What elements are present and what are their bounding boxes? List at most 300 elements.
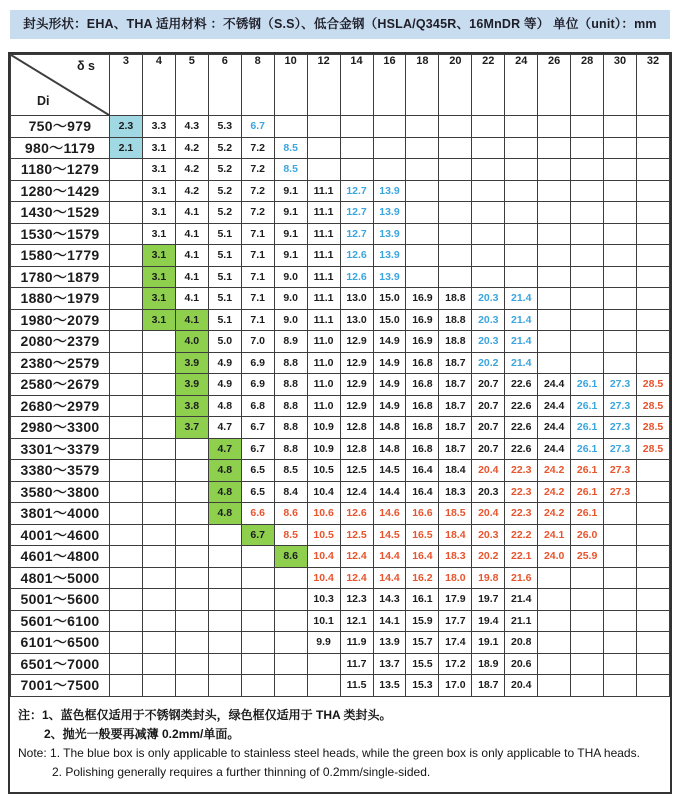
value-cell [142, 653, 175, 675]
value-cell [439, 245, 472, 267]
value-cell: 13.0 [340, 309, 373, 331]
value-cell [406, 159, 439, 181]
value-cell: 15.0 [373, 288, 406, 310]
value-cell [505, 116, 538, 138]
value-cell: 4.9 [208, 374, 241, 396]
value-cell: 12.9 [340, 331, 373, 353]
value-cell [406, 180, 439, 202]
value-cell [571, 159, 604, 181]
value-cell: 12.3 [340, 589, 373, 611]
value-cell [110, 331, 143, 353]
value-cell: 27.3 [604, 481, 637, 503]
value-cell: 19.1 [472, 632, 505, 654]
value-cell: 21.1 [505, 610, 538, 632]
value-cell: 5.1 [208, 223, 241, 245]
table-row [11, 546, 670, 568]
value-cell [142, 352, 175, 374]
value-cell: 20.7 [472, 374, 505, 396]
value-cell: 24.4 [538, 374, 571, 396]
value-cell [175, 567, 208, 589]
value-cell [110, 675, 143, 697]
value-cell [637, 546, 670, 568]
value-cell: 8.5 [274, 159, 307, 181]
value-cell: 13.7 [373, 653, 406, 675]
value-cell [142, 610, 175, 632]
value-cell [208, 567, 241, 589]
value-cell [307, 137, 340, 159]
value-cell: 13.5 [373, 675, 406, 697]
value-cell [604, 524, 637, 546]
value-cell [538, 675, 571, 697]
value-cell [175, 589, 208, 611]
value-cell [110, 653, 143, 675]
value-cell: 25.9 [571, 546, 604, 568]
value-cell [110, 589, 143, 611]
table-row [11, 438, 670, 460]
value-cell [110, 546, 143, 568]
value-cell: 4.1 [175, 266, 208, 288]
value-cell [110, 159, 143, 181]
di-range-cell: 3380～3579 [11, 460, 110, 482]
value-cell: 26.1 [571, 395, 604, 417]
value-cell [604, 331, 637, 353]
value-cell: 26.1 [571, 481, 604, 503]
table-row [11, 245, 670, 267]
value-cell [406, 266, 439, 288]
value-cell: 19.8 [472, 567, 505, 589]
value-cell [241, 653, 274, 675]
value-cell [604, 288, 637, 310]
value-cell [604, 653, 637, 675]
value-cell [538, 245, 571, 267]
value-cell [142, 438, 175, 460]
value-cell [637, 202, 670, 224]
value-cell: 16.4 [406, 481, 439, 503]
value-cell [571, 331, 604, 353]
value-cell: 12.8 [340, 438, 373, 460]
di-range-cell: 2980～3300 [11, 417, 110, 439]
value-cell: 12.6 [340, 245, 373, 267]
value-cell: 11.1 [307, 223, 340, 245]
value-cell [571, 116, 604, 138]
value-cell [110, 266, 143, 288]
value-cell: 18.3 [439, 546, 472, 568]
value-cell [274, 567, 307, 589]
value-cell [571, 352, 604, 374]
value-cell [604, 266, 637, 288]
di-range-cell: 2680～2979 [11, 395, 110, 417]
table-row [11, 481, 670, 503]
value-cell: 14.9 [373, 374, 406, 396]
value-cell [538, 288, 571, 310]
note-cn-2: 2、抛光一般要再减薄 0.2mm/单面。 [44, 726, 240, 741]
value-cell: 14.9 [373, 395, 406, 417]
value-cell [175, 438, 208, 460]
value-cell: 27.3 [604, 460, 637, 482]
value-cell [538, 352, 571, 374]
value-cell: 22.6 [505, 395, 538, 417]
note-cn-1: 注：1、蓝色框仅适用于不锈钢类封头，绿色框仅适用于 THA 类封头。 [18, 707, 392, 722]
value-cell [604, 589, 637, 611]
value-cell: 11.1 [307, 180, 340, 202]
value-cell: 18.0 [439, 567, 472, 589]
value-cell [505, 223, 538, 245]
value-cell: 16.8 [406, 352, 439, 374]
value-cell: 11.5 [340, 675, 373, 697]
value-cell: 13.9 [373, 245, 406, 267]
value-cell: 22.2 [505, 524, 538, 546]
value-cell: 24.2 [538, 503, 571, 525]
value-cell [110, 309, 143, 331]
value-cell [637, 116, 670, 138]
value-cell: 9.1 [274, 223, 307, 245]
value-cell: 24.4 [538, 395, 571, 417]
value-cell: 20.4 [505, 675, 538, 697]
value-cell: 20.3 [472, 288, 505, 310]
value-cell [274, 675, 307, 697]
value-cell: 4.1 [175, 309, 208, 331]
value-cell: 28.5 [637, 438, 670, 460]
value-cell [571, 202, 604, 224]
value-cell: 21.4 [505, 288, 538, 310]
value-cell [208, 653, 241, 675]
value-cell: 26.1 [571, 503, 604, 525]
value-cell: 20.3 [472, 481, 505, 503]
value-cell [472, 137, 505, 159]
value-cell [110, 352, 143, 374]
value-cell: 22.6 [505, 374, 538, 396]
value-cell: 4.1 [175, 245, 208, 267]
value-cell: 13.9 [373, 223, 406, 245]
value-cell: 8.9 [274, 331, 307, 353]
value-cell [571, 137, 604, 159]
value-cell [637, 675, 670, 697]
col-header-5: 5 [175, 55, 208, 116]
value-cell [110, 610, 143, 632]
value-cell: 12.1 [340, 610, 373, 632]
value-cell: 20.8 [505, 632, 538, 654]
value-cell [274, 116, 307, 138]
table-row [11, 266, 670, 288]
value-cell: 7.2 [241, 202, 274, 224]
di-range-cell: 1180～1279 [11, 159, 110, 181]
value-cell: 4.1 [175, 202, 208, 224]
value-cell: 17.2 [439, 653, 472, 675]
value-cell: 14.6 [373, 503, 406, 525]
value-cell [274, 632, 307, 654]
value-cell [208, 632, 241, 654]
value-cell: 14.5 [373, 524, 406, 546]
value-cell [208, 675, 241, 697]
col-header-32: 32 [637, 55, 670, 116]
value-cell: 17.7 [439, 610, 472, 632]
value-cell [439, 180, 472, 202]
value-cell [110, 632, 143, 654]
value-cell: 26.1 [571, 417, 604, 439]
value-cell [340, 159, 373, 181]
value-cell: 3.1 [142, 159, 175, 181]
value-cell [538, 159, 571, 181]
value-cell: 18.7 [439, 352, 472, 374]
value-cell [241, 610, 274, 632]
value-cell: 7.2 [241, 137, 274, 159]
value-cell [208, 524, 241, 546]
value-cell [571, 245, 604, 267]
value-cell [307, 675, 340, 697]
value-cell [110, 524, 143, 546]
value-cell [637, 180, 670, 202]
value-cell [472, 180, 505, 202]
value-cell: 9.1 [274, 202, 307, 224]
value-cell: 24.1 [538, 524, 571, 546]
value-cell [604, 546, 637, 568]
value-cell [637, 352, 670, 374]
di-range-cell: 6501～7000 [11, 653, 110, 675]
value-cell [110, 417, 143, 439]
page-title: 封头形状：EHA、THA 适用材料 ：不锈钢（S.S）、低合金钢（HSLA/Q345R、16MnDR 等） 单位（unit）：mm [23, 17, 657, 31]
col-header-30: 30 [604, 55, 637, 116]
value-cell: 6.9 [241, 352, 274, 374]
value-cell: 12.7 [340, 180, 373, 202]
value-cell: 16.1 [406, 589, 439, 611]
value-cell [538, 632, 571, 654]
value-cell: 4.1 [175, 288, 208, 310]
value-cell [142, 331, 175, 353]
value-cell [571, 675, 604, 697]
value-cell [538, 331, 571, 353]
value-cell: 12.9 [340, 374, 373, 396]
value-cell: 20.7 [472, 395, 505, 417]
value-cell: 8.4 [274, 481, 307, 503]
value-cell: 16.8 [406, 374, 439, 396]
value-cell: 16.8 [406, 417, 439, 439]
value-cell [175, 481, 208, 503]
value-cell [142, 503, 175, 525]
table-row [11, 159, 670, 181]
value-cell: 16.8 [406, 395, 439, 417]
value-cell [110, 503, 143, 525]
col-header-6: 6 [208, 55, 241, 116]
value-cell: 26.1 [571, 460, 604, 482]
value-cell: 16.5 [406, 524, 439, 546]
value-cell: 18.8 [439, 309, 472, 331]
value-cell [472, 159, 505, 181]
value-cell [538, 309, 571, 331]
value-cell [604, 137, 637, 159]
value-cell: 18.4 [439, 460, 472, 482]
value-cell: 4.8 [208, 481, 241, 503]
value-cell: 8.8 [274, 438, 307, 460]
value-cell [538, 610, 571, 632]
value-cell: 12.4 [340, 481, 373, 503]
value-cell: 7.0 [241, 331, 274, 353]
spec-table-container [8, 52, 672, 794]
value-cell: 4.2 [175, 180, 208, 202]
di-range-cell: 5601～6100 [11, 610, 110, 632]
value-cell [406, 137, 439, 159]
value-cell [637, 137, 670, 159]
col-header-28: 28 [571, 55, 604, 116]
value-cell: 4.9 [208, 352, 241, 374]
di-range-cell: 1280～1429 [11, 180, 110, 202]
value-cell: 6.7 [241, 116, 274, 138]
value-cell: 28.5 [637, 417, 670, 439]
value-cell: 24.4 [538, 438, 571, 460]
value-cell: 12.9 [340, 352, 373, 374]
value-cell: 14.3 [373, 589, 406, 611]
value-cell: 11.0 [307, 374, 340, 396]
di-range-cell: 7001～7500 [11, 675, 110, 697]
value-cell: 4.2 [175, 137, 208, 159]
di-range-cell: 1780～1879 [11, 266, 110, 288]
value-cell: 2.1 [110, 137, 143, 159]
value-cell: 12.8 [340, 417, 373, 439]
table-row [11, 374, 670, 396]
value-cell [142, 460, 175, 482]
value-cell: 2.3 [110, 116, 143, 138]
value-cell [110, 395, 143, 417]
value-cell: 10.4 [307, 481, 340, 503]
value-cell [175, 503, 208, 525]
value-cell: 18.4 [439, 524, 472, 546]
value-cell [439, 137, 472, 159]
value-cell: 16.9 [406, 331, 439, 353]
value-cell: 28.5 [637, 374, 670, 396]
col-header-4: 4 [142, 55, 175, 116]
value-cell: 22.3 [505, 460, 538, 482]
value-cell [505, 159, 538, 181]
value-cell [505, 180, 538, 202]
value-cell: 20.4 [472, 460, 505, 482]
value-cell: 11.7 [340, 653, 373, 675]
di-range-cell: 3301～3379 [11, 438, 110, 460]
value-cell [110, 202, 143, 224]
value-cell: 21.4 [505, 352, 538, 374]
value-cell [538, 589, 571, 611]
value-cell: 11.1 [307, 288, 340, 310]
header-row [11, 55, 670, 116]
value-cell [340, 137, 373, 159]
value-cell: 11.1 [307, 202, 340, 224]
value-cell [208, 546, 241, 568]
value-cell [307, 116, 340, 138]
value-cell [538, 116, 571, 138]
di-range-cell: 2080～2379 [11, 331, 110, 353]
value-cell: 12.9 [340, 395, 373, 417]
value-cell: 16.9 [406, 288, 439, 310]
value-cell: 10.4 [307, 567, 340, 589]
value-cell [373, 159, 406, 181]
di-range-cell: 4001～4600 [11, 524, 110, 546]
value-cell: 13.9 [373, 266, 406, 288]
value-cell [274, 653, 307, 675]
value-cell: 7.1 [241, 309, 274, 331]
value-cell: 18.7 [439, 374, 472, 396]
value-cell: 5.1 [208, 266, 241, 288]
di-range-cell: 4601～4800 [11, 546, 110, 568]
value-cell [142, 589, 175, 611]
value-cell [637, 309, 670, 331]
value-cell: 27.3 [604, 374, 637, 396]
di-label: Di [37, 94, 50, 108]
value-cell: 22.3 [505, 503, 538, 525]
value-cell [142, 567, 175, 589]
di-range-cell: 6101～6500 [11, 632, 110, 654]
value-cell [406, 116, 439, 138]
value-cell: 14.8 [373, 438, 406, 460]
value-cell [439, 266, 472, 288]
di-range-cell: 2580～2679 [11, 374, 110, 396]
value-cell: 5.1 [208, 288, 241, 310]
value-cell: 14.1 [373, 610, 406, 632]
value-cell: 16.4 [406, 546, 439, 568]
table-row [11, 524, 670, 546]
value-cell [604, 567, 637, 589]
value-cell [439, 223, 472, 245]
value-cell [472, 266, 505, 288]
value-cell [571, 288, 604, 310]
value-cell: 20.3 [472, 524, 505, 546]
value-cell: 5.2 [208, 202, 241, 224]
value-cell: 5.1 [208, 309, 241, 331]
value-cell: 18.9 [472, 653, 505, 675]
value-cell: 13.9 [373, 632, 406, 654]
value-cell [604, 309, 637, 331]
value-cell [406, 223, 439, 245]
table-row [11, 653, 670, 675]
value-cell: 3.1 [142, 202, 175, 224]
value-cell: 3.8 [175, 395, 208, 417]
value-cell: 8.8 [274, 374, 307, 396]
value-cell [241, 675, 274, 697]
value-cell: 15.3 [406, 675, 439, 697]
value-cell [637, 503, 670, 525]
value-cell: 17.0 [439, 675, 472, 697]
value-cell: 9.9 [307, 632, 340, 654]
value-cell: 10.1 [307, 610, 340, 632]
value-cell [604, 245, 637, 267]
value-cell [142, 632, 175, 654]
value-cell [571, 653, 604, 675]
value-cell [406, 245, 439, 267]
value-cell [142, 395, 175, 417]
di-range-cell: 1580～1779 [11, 245, 110, 267]
table-row [11, 331, 670, 353]
col-header-18: 18 [406, 55, 439, 116]
value-cell: 14.5 [373, 460, 406, 482]
value-cell [175, 675, 208, 697]
value-cell: 16.2 [406, 567, 439, 589]
value-cell: 5.2 [208, 159, 241, 181]
value-cell: 18.7 [439, 417, 472, 439]
value-cell [274, 589, 307, 611]
value-cell: 20.3 [472, 331, 505, 353]
value-cell: 5.0 [208, 331, 241, 353]
value-cell: 8.8 [274, 417, 307, 439]
value-cell: 21.4 [505, 589, 538, 611]
value-cell [637, 632, 670, 654]
value-cell [110, 567, 143, 589]
table-row [11, 395, 670, 417]
value-cell: 14.4 [373, 567, 406, 589]
value-cell: 14.8 [373, 417, 406, 439]
value-cell [505, 137, 538, 159]
note-en-2: 2. Polishing generally requires a further thinning of 0.2mm/single-sided. [52, 765, 431, 780]
value-cell: 12.5 [340, 460, 373, 482]
value-cell: 6.7 [241, 438, 274, 460]
value-cell [637, 481, 670, 503]
value-cell: 7.2 [241, 159, 274, 181]
